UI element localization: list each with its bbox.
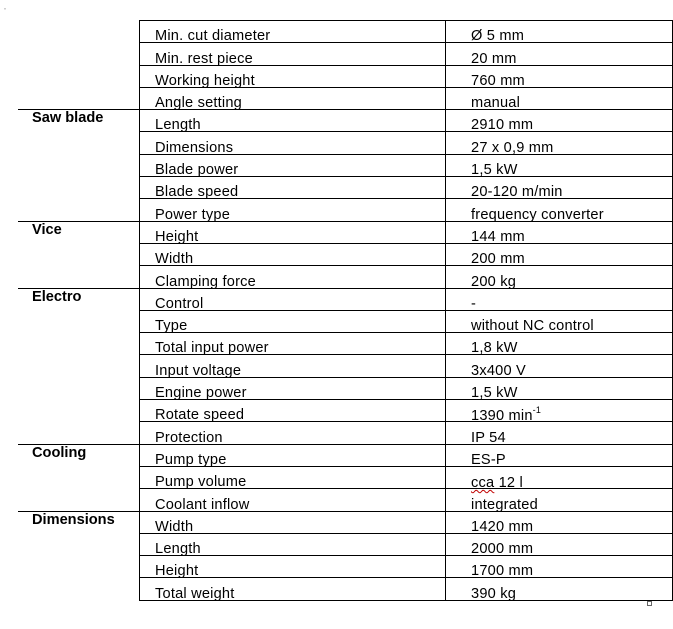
section-label: Cooling	[32, 444, 87, 461]
value-label: 1,5 kW	[471, 162, 518, 179]
value-text: 12 l	[494, 475, 523, 492]
value-label: 20 mm	[471, 50, 517, 67]
value-label: 390 kg	[471, 585, 517, 602]
table-end-marker	[647, 601, 652, 606]
table-row	[18, 154, 673, 176]
value-label: 200 mm	[471, 251, 525, 268]
table-row	[18, 377, 673, 399]
param-label: Engine power	[155, 385, 247, 402]
table-row	[18, 65, 673, 87]
spellcheck-word: cca	[471, 475, 495, 492]
section-cell	[18, 177, 140, 199]
value-cell	[446, 355, 673, 377]
section-cell	[18, 355, 140, 377]
value-cell	[446, 444, 673, 466]
param-cell	[140, 511, 446, 533]
table-row	[18, 243, 673, 265]
section-cell	[18, 333, 140, 355]
value-cell	[446, 466, 673, 492]
value-cell	[446, 511, 673, 533]
param-cell	[140, 466, 446, 491]
value-cell	[446, 110, 673, 132]
value-cell	[446, 310, 673, 335]
value-label	[471, 407, 541, 423]
param-cell	[140, 377, 446, 402]
param-cell	[140, 243, 446, 268]
value-cell	[446, 400, 673, 425]
value-cell	[446, 333, 673, 355]
section-cell	[18, 511, 140, 533]
table-row	[18, 444, 673, 466]
value-label: 20-120 m/min	[471, 184, 563, 201]
value-label: 1,8 kW	[471, 340, 518, 357]
value-cell	[446, 177, 673, 199]
param-label: Coolant inflow	[155, 496, 250, 513]
param-cell	[140, 422, 446, 444]
param-label: Length	[155, 541, 201, 558]
section-cell	[18, 87, 140, 109]
param-cell	[140, 65, 446, 87]
section-cell	[18, 221, 140, 243]
param-cell	[140, 266, 446, 288]
value-label	[471, 474, 523, 490]
table-row	[18, 21, 673, 43]
section-cell	[18, 310, 140, 332]
table-row	[18, 578, 673, 600]
value-label: frequency converter	[471, 206, 604, 223]
value-label: 3x400 V	[471, 362, 526, 379]
param-cell	[140, 110, 446, 132]
param-cell	[140, 288, 446, 310]
param-label: Power type	[155, 206, 231, 223]
section-cell	[18, 578, 140, 600]
section-cell	[18, 489, 140, 511]
param-cell	[140, 87, 446, 112]
param-label: Control	[155, 295, 204, 312]
table-row	[18, 266, 673, 288]
param-label: Blade power	[155, 162, 239, 179]
value-cell	[446, 65, 673, 87]
value-label: Ø 5 mm	[471, 28, 525, 45]
value-label: ES-P	[471, 451, 506, 468]
section-cell	[18, 533, 140, 555]
param-label: Type	[155, 318, 188, 335]
param-cell	[140, 177, 446, 199]
param-label: Min. rest piece	[155, 50, 253, 67]
table-row	[18, 355, 673, 377]
param-cell	[140, 221, 446, 243]
value-cell	[446, 578, 673, 600]
table-row	[18, 221, 673, 243]
param-cell	[140, 556, 446, 578]
param-cell	[140, 132, 446, 154]
value-cell	[446, 199, 673, 221]
param-label: Input voltage	[155, 362, 242, 379]
section-cell	[18, 444, 140, 466]
section-cell	[18, 377, 140, 399]
param-label: Width	[155, 518, 194, 535]
param-label: Total input power	[155, 340, 269, 357]
param-label: Length	[155, 117, 201, 134]
value-label: 760 mm	[471, 72, 525, 89]
table-row	[18, 489, 673, 511]
param-label: Height	[155, 563, 199, 580]
value-cell	[446, 288, 673, 310]
table-row	[18, 511, 673, 533]
param-cell	[140, 21, 446, 43]
table-row	[18, 132, 673, 154]
section-cell	[18, 288, 140, 310]
table-row	[18, 400, 673, 422]
value-label: 1420 mm	[471, 518, 534, 535]
section-cell	[18, 154, 140, 176]
table-row	[18, 110, 673, 132]
section-label: Vice	[32, 221, 62, 238]
param-label: Clamping force	[155, 273, 256, 290]
value-cell	[446, 489, 673, 511]
table-row	[18, 466, 673, 488]
section-cell	[18, 199, 140, 221]
table-row	[18, 199, 673, 221]
param-label: Pump type	[155, 451, 227, 468]
table-row	[18, 288, 673, 310]
param-cell	[140, 310, 446, 335]
value-cell	[446, 266, 673, 288]
section-cell	[18, 65, 140, 87]
param-cell	[140, 533, 446, 558]
value-text: 1390 min	[471, 408, 533, 425]
value-label: 27 x 0,9 mm	[471, 139, 554, 156]
table-row	[18, 556, 673, 578]
section-cell	[18, 243, 140, 265]
param-cell	[140, 355, 446, 377]
value-cell	[446, 132, 673, 154]
param-label: Blade speed	[155, 184, 239, 201]
param-cell	[140, 489, 446, 511]
param-label: Rotate speed	[155, 407, 245, 424]
section-label: Saw blade	[32, 110, 104, 127]
section-cell	[18, 556, 140, 578]
section-label: Dimensions	[32, 511, 115, 528]
param-cell	[140, 400, 446, 422]
value-cell	[446, 43, 673, 65]
param-label: Angle setting	[155, 95, 242, 112]
value-superscript: -1	[532, 405, 542, 416]
value-label: manual	[471, 95, 521, 112]
param-label: Dimensions	[155, 139, 234, 156]
value-label: IP 54	[471, 429, 506, 446]
value-label: 2910 mm	[471, 117, 534, 134]
value-cell	[446, 154, 673, 179]
param-label: Width	[155, 251, 194, 268]
table-row	[18, 533, 673, 555]
section-cell	[18, 266, 140, 288]
value-cell	[446, 221, 673, 243]
value-label: -	[471, 295, 477, 312]
value-label: integrated	[471, 496, 538, 513]
section-cell	[18, 132, 140, 154]
section-cell	[18, 422, 140, 444]
value-cell	[446, 556, 673, 578]
value-cell	[446, 243, 673, 268]
param-cell	[140, 154, 446, 179]
table-row	[18, 310, 673, 332]
value-cell	[446, 377, 673, 402]
param-cell	[140, 578, 446, 600]
corner-mark: ˳	[4, 4, 6, 10]
value-cell	[446, 422, 673, 444]
param-cell	[140, 43, 446, 65]
section-label: Electro	[32, 288, 82, 305]
section-cell	[18, 466, 140, 488]
param-cell	[140, 333, 446, 355]
param-label: Pump volume	[155, 474, 247, 491]
value-label: 144 mm	[471, 228, 525, 245]
table-row	[18, 43, 673, 65]
param-label: Height	[155, 228, 199, 245]
table-row	[18, 177, 673, 199]
value-cell	[446, 533, 673, 558]
param-label: Protection	[155, 429, 223, 446]
param-cell	[140, 444, 446, 466]
value-label: without NC control	[471, 318, 594, 335]
value-label: 1,5 kW	[471, 385, 518, 402]
value-label: 200 kg	[471, 273, 517, 290]
param-label: Total weight	[155, 585, 235, 602]
table-row	[18, 333, 673, 355]
specification-table	[18, 20, 673, 601]
value-cell	[446, 21, 673, 43]
section-cell	[18, 21, 140, 43]
param-label: Min. cut diameter	[155, 28, 271, 45]
param-cell	[140, 199, 446, 221]
section-cell	[18, 110, 140, 132]
table-row	[18, 87, 673, 109]
value-cell	[446, 87, 673, 112]
table-row	[18, 422, 673, 444]
section-cell	[18, 43, 140, 65]
section-cell	[18, 400, 140, 422]
value-label: 2000 mm	[471, 541, 534, 558]
value-label: 1700 mm	[471, 563, 534, 580]
param-label: Working height	[155, 72, 255, 89]
